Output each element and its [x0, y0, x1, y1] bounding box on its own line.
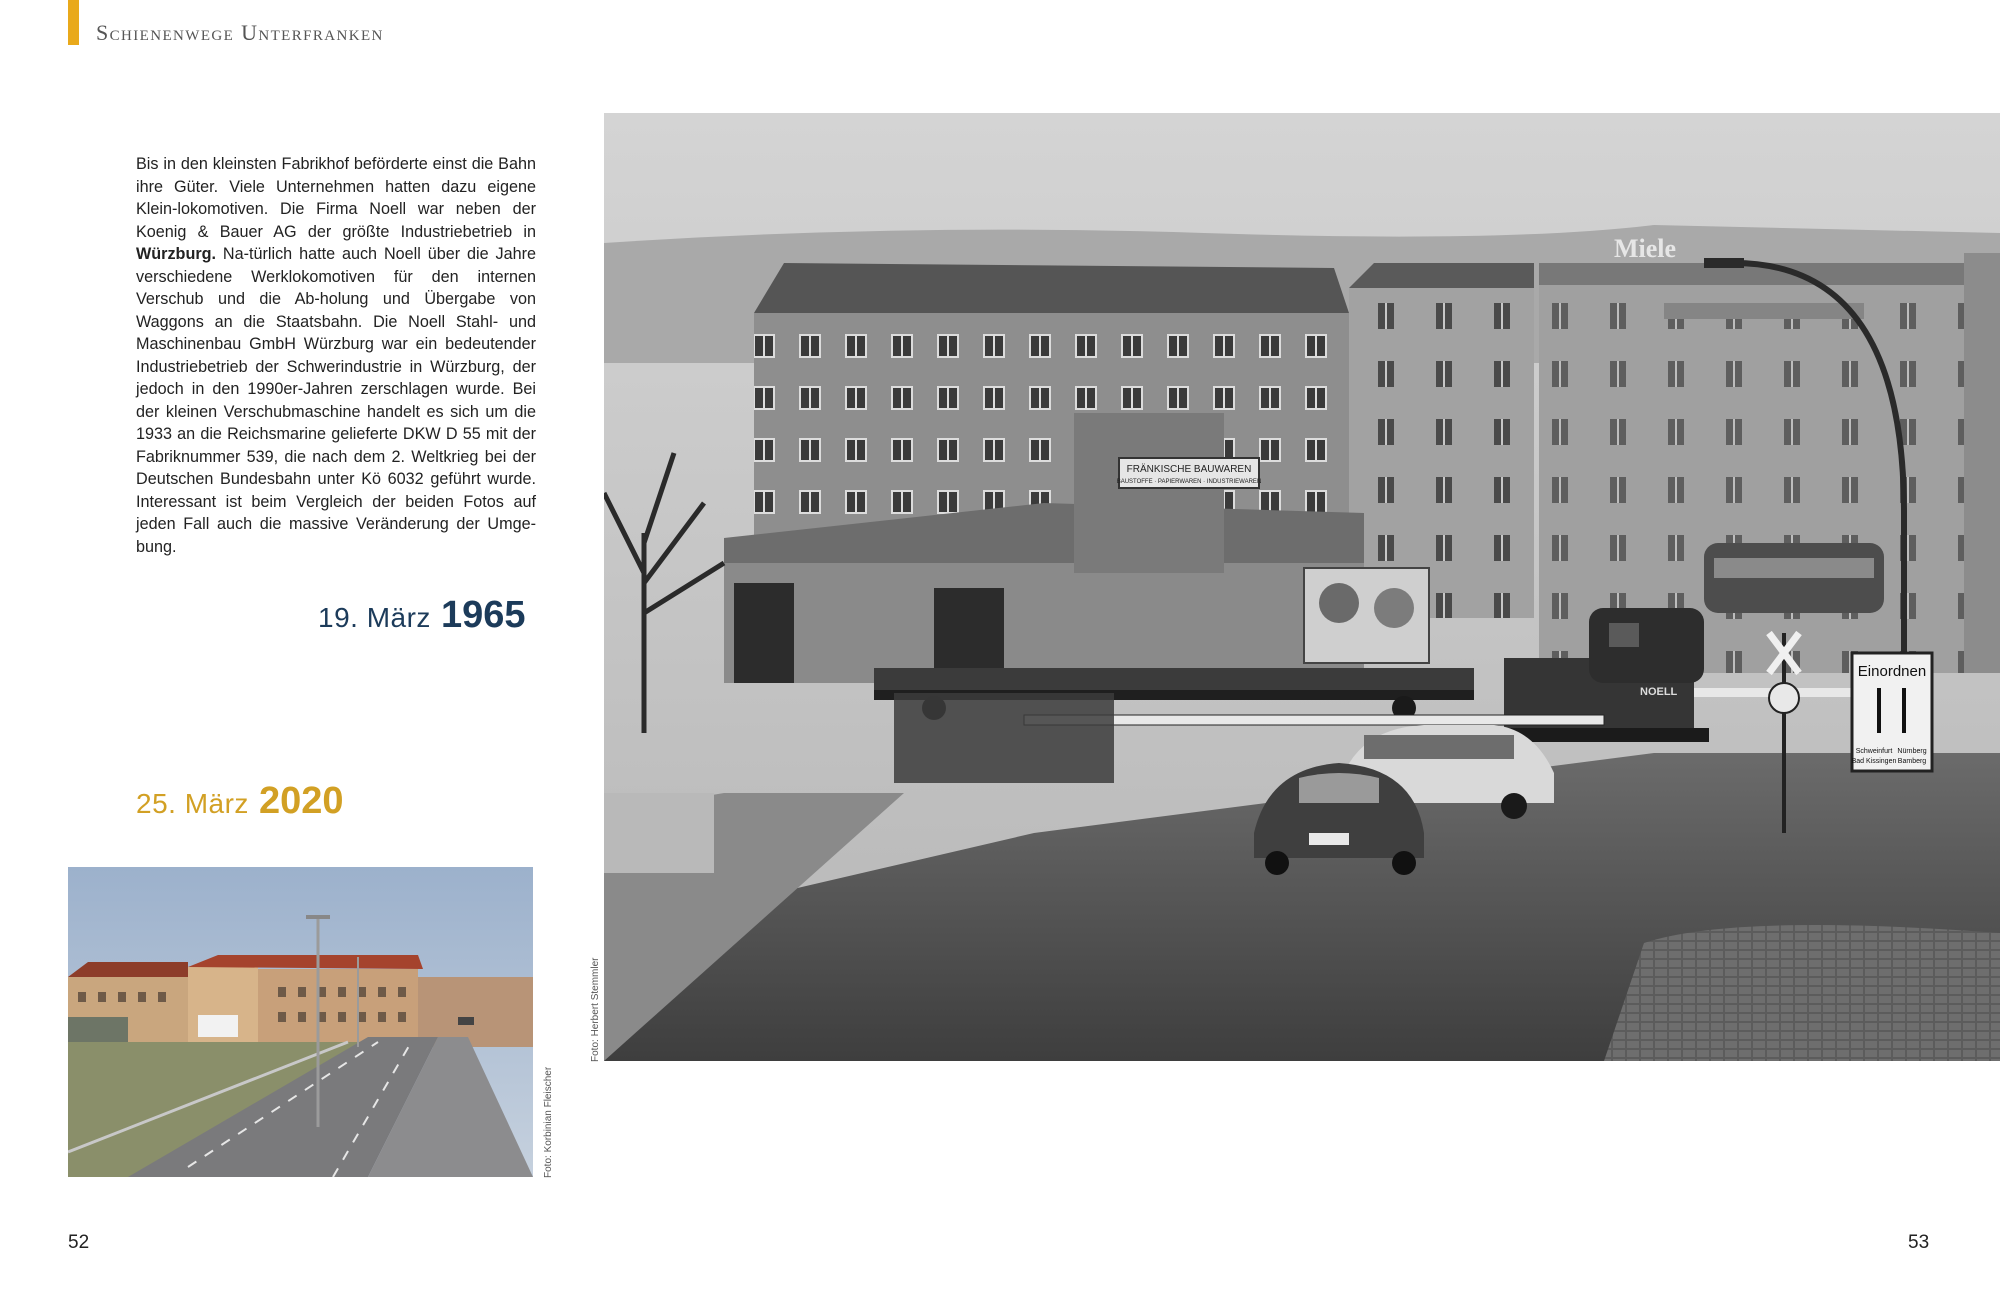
road-sign-right: Nürnberg [1897, 748, 1927, 755]
date-1965-day: 19. März [318, 602, 431, 633]
locomotive-label: NOELL [1640, 686, 1678, 698]
date-2020-year: 2020 [258, 780, 344, 822]
shop-sign-line-1: FRÄNKISCHE BAUWAREN [1126, 464, 1252, 475]
article-text-part-2: Na-türlich hatte auch Noell über die Jahre verschiedene Werklokomotiven für den internen Verschub und die Ab-holung und Übergabe von Waggons an die Staatsbahn. Die Noell Stahl- und Maschinenbau GmbH Würzburg war ein bedeutender Industriebetrieb der Schwerindustrie in Würzburg, der jedoch in den 1990er-Jahren zerschlagen wurde. Bei der kleinen Verschubmaschine handelt es sich um die 1933 an die Reichsmarine gelieferte DKW D 55 mit der Fabriknummer 539, die nach dem 2. Weltkrieg bei der Deutschen Bundesbahn unter Kö 6032 geführt wurde. Interessant ist beim Vergleich der beiden Fotos auf jeden Fall auch die massive Veränderung der Umge-bung. [136, 245, 536, 556]
page-number-right: 53 [1908, 1232, 1930, 1253]
date-1965-year: 1965 [440, 594, 526, 636]
photo-1965-railway-crossing [604, 113, 2000, 1061]
building-sign: Miele [1614, 234, 1677, 263]
road-sign-title: Einordnen [1857, 663, 1927, 680]
article-bold-place: Würzburg. [136, 245, 217, 263]
road-sign-left: Schweinfurt [1855, 748, 1893, 755]
header-accent-bar [68, 0, 79, 45]
article-text [136, 153, 536, 558]
photo-2020-credit: Foto: Korbinian Fleischer [543, 1066, 554, 1178]
page-number-left: 52 [68, 1232, 90, 1253]
photo-1965-credit: Foto: Herbert Stemmler [590, 957, 601, 1062]
road-sign-left-2: Bad Kissingen [1851, 758, 1897, 765]
road-sign-right-2: Bamberg [1897, 758, 1927, 765]
photo-2020-street-view [68, 867, 533, 1177]
shop-sign-line-2: BAUSTOFFE · PAPIERWAREN · INDUSTRIEWAREN [1116, 479, 1262, 485]
date-label-1965 [318, 594, 525, 637]
article-text-part-1: Bis in den kleinsten Fabrikhof beförderte einst die Bahn ihre Güter. Viele Unternehmen hatten dazu eigene Klein-lokomotiven. Die Firma Noell war neben der Koenig & Bauer AG der größte Industriebetrieb in [136, 155, 536, 241]
date-2020-day: 25. März [136, 788, 249, 819]
running-header-title: Schienenwege Unterfranken [96, 20, 384, 45]
date-label-2020 [136, 780, 343, 823]
